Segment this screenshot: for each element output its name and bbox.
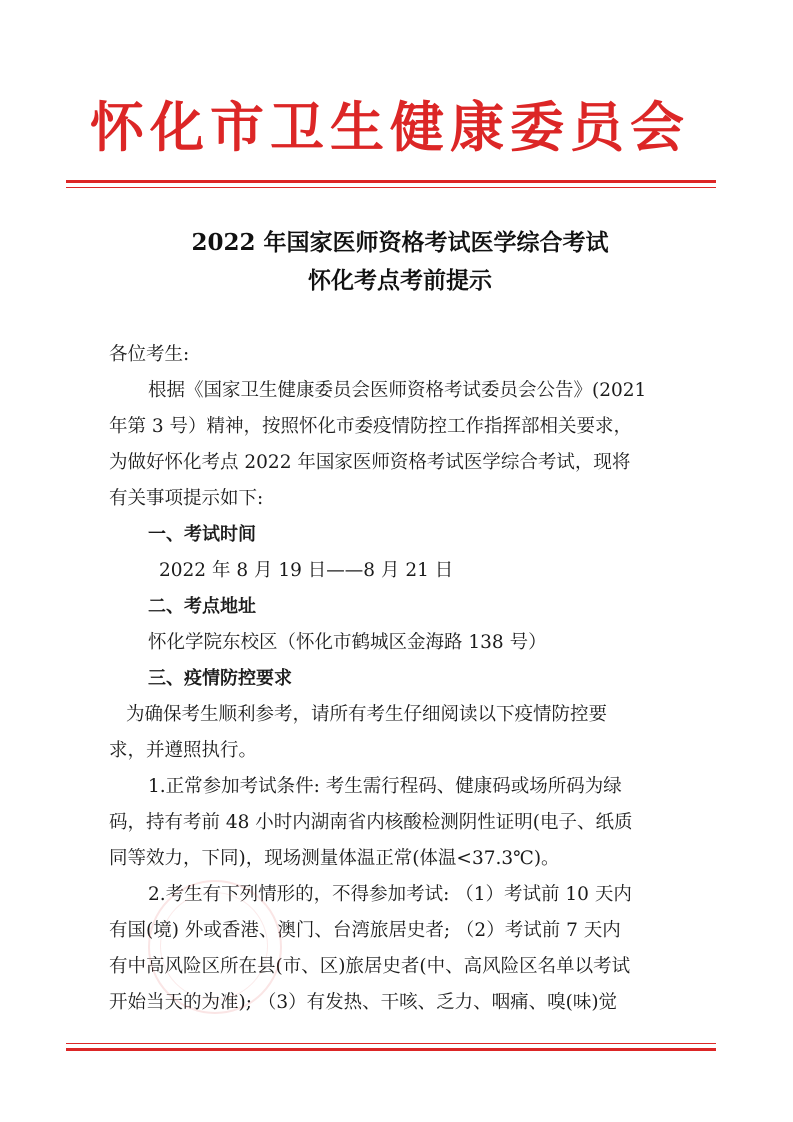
epidemic-intro-line: 为确保考生顺利参考，请所有考生仔细阅读以下疫情防控要 <box>126 704 608 725</box>
epidemic-intro-line: 求，并遵照执行。 <box>109 740 258 761</box>
intro-line: 有关事项提示如下: <box>109 488 264 509</box>
document-title-line-2: 怀化考点考前提示 <box>308 267 492 294</box>
header-rule-thick <box>66 180 716 183</box>
requirement-1-line: 同等效力，下同)，现场测量体温正常(体温<37.3℃)。 <box>109 848 560 869</box>
intro-line: 根据《国家卫生健康委员会医师资格考试委员会公告》(2021 <box>148 380 647 401</box>
org-header-title: 怀化市卫生健康委员会 <box>90 96 690 159</box>
requirement-2-line: 有中高风险区所在县(市、区)旅居史者(中、高风险区名单以考试 <box>109 956 631 977</box>
header-rule-thin <box>66 187 716 188</box>
section-heading-exam-time: 一、考试时间 <box>148 524 256 545</box>
exam-address-value: 怀化学院东校区（怀化市鹤城区金海路 138 号） <box>148 632 547 653</box>
requirement-2-line: 2.考生有下列情形的，不得参加考试: （1）考试前 10 天内 <box>148 884 632 905</box>
exam-time-value: 2022 年 8 月 19 日——8 月 21 日 <box>159 560 454 581</box>
greeting: 各位考生: <box>109 344 190 365</box>
requirement-1-line: 码，持有考前 48 小时内湖南省内核酸检测阴性证明(电子、纸质 <box>109 812 633 833</box>
requirement-2-line: 开始当天的为准); （3）有发热、干咳、乏力、咽痛、嗅(味)觉 <box>109 992 618 1013</box>
requirement-2-line: 有国(境) 外或香港、澳门、台湾旅居史者; （2）考试前 7 天内 <box>109 920 621 941</box>
section-heading-epidemic-control: 三、疫情防控要求 <box>148 668 292 689</box>
official-seal-stamp <box>148 880 282 1014</box>
footer-rule-thick <box>66 1048 716 1051</box>
intro-line: 为做好怀化考点 2022 年国家医师资格考试医学综合考试，现将 <box>109 452 631 473</box>
seal-inner-ring <box>160 892 268 1000</box>
section-heading-exam-address: 二、考点地址 <box>148 596 256 617</box>
document-title-line-1: 2022 年国家医师资格考试医学综合考试 <box>191 229 609 256</box>
intro-line: 年第 3 号）精神，按照怀化市委疫情防控工作指挥部相关要求， <box>109 416 633 437</box>
requirement-1-line: 1.正常参加考试条件: 考生需行程码、健康码或场所码为绿 <box>148 776 622 797</box>
footer-rule-thin <box>66 1043 716 1044</box>
